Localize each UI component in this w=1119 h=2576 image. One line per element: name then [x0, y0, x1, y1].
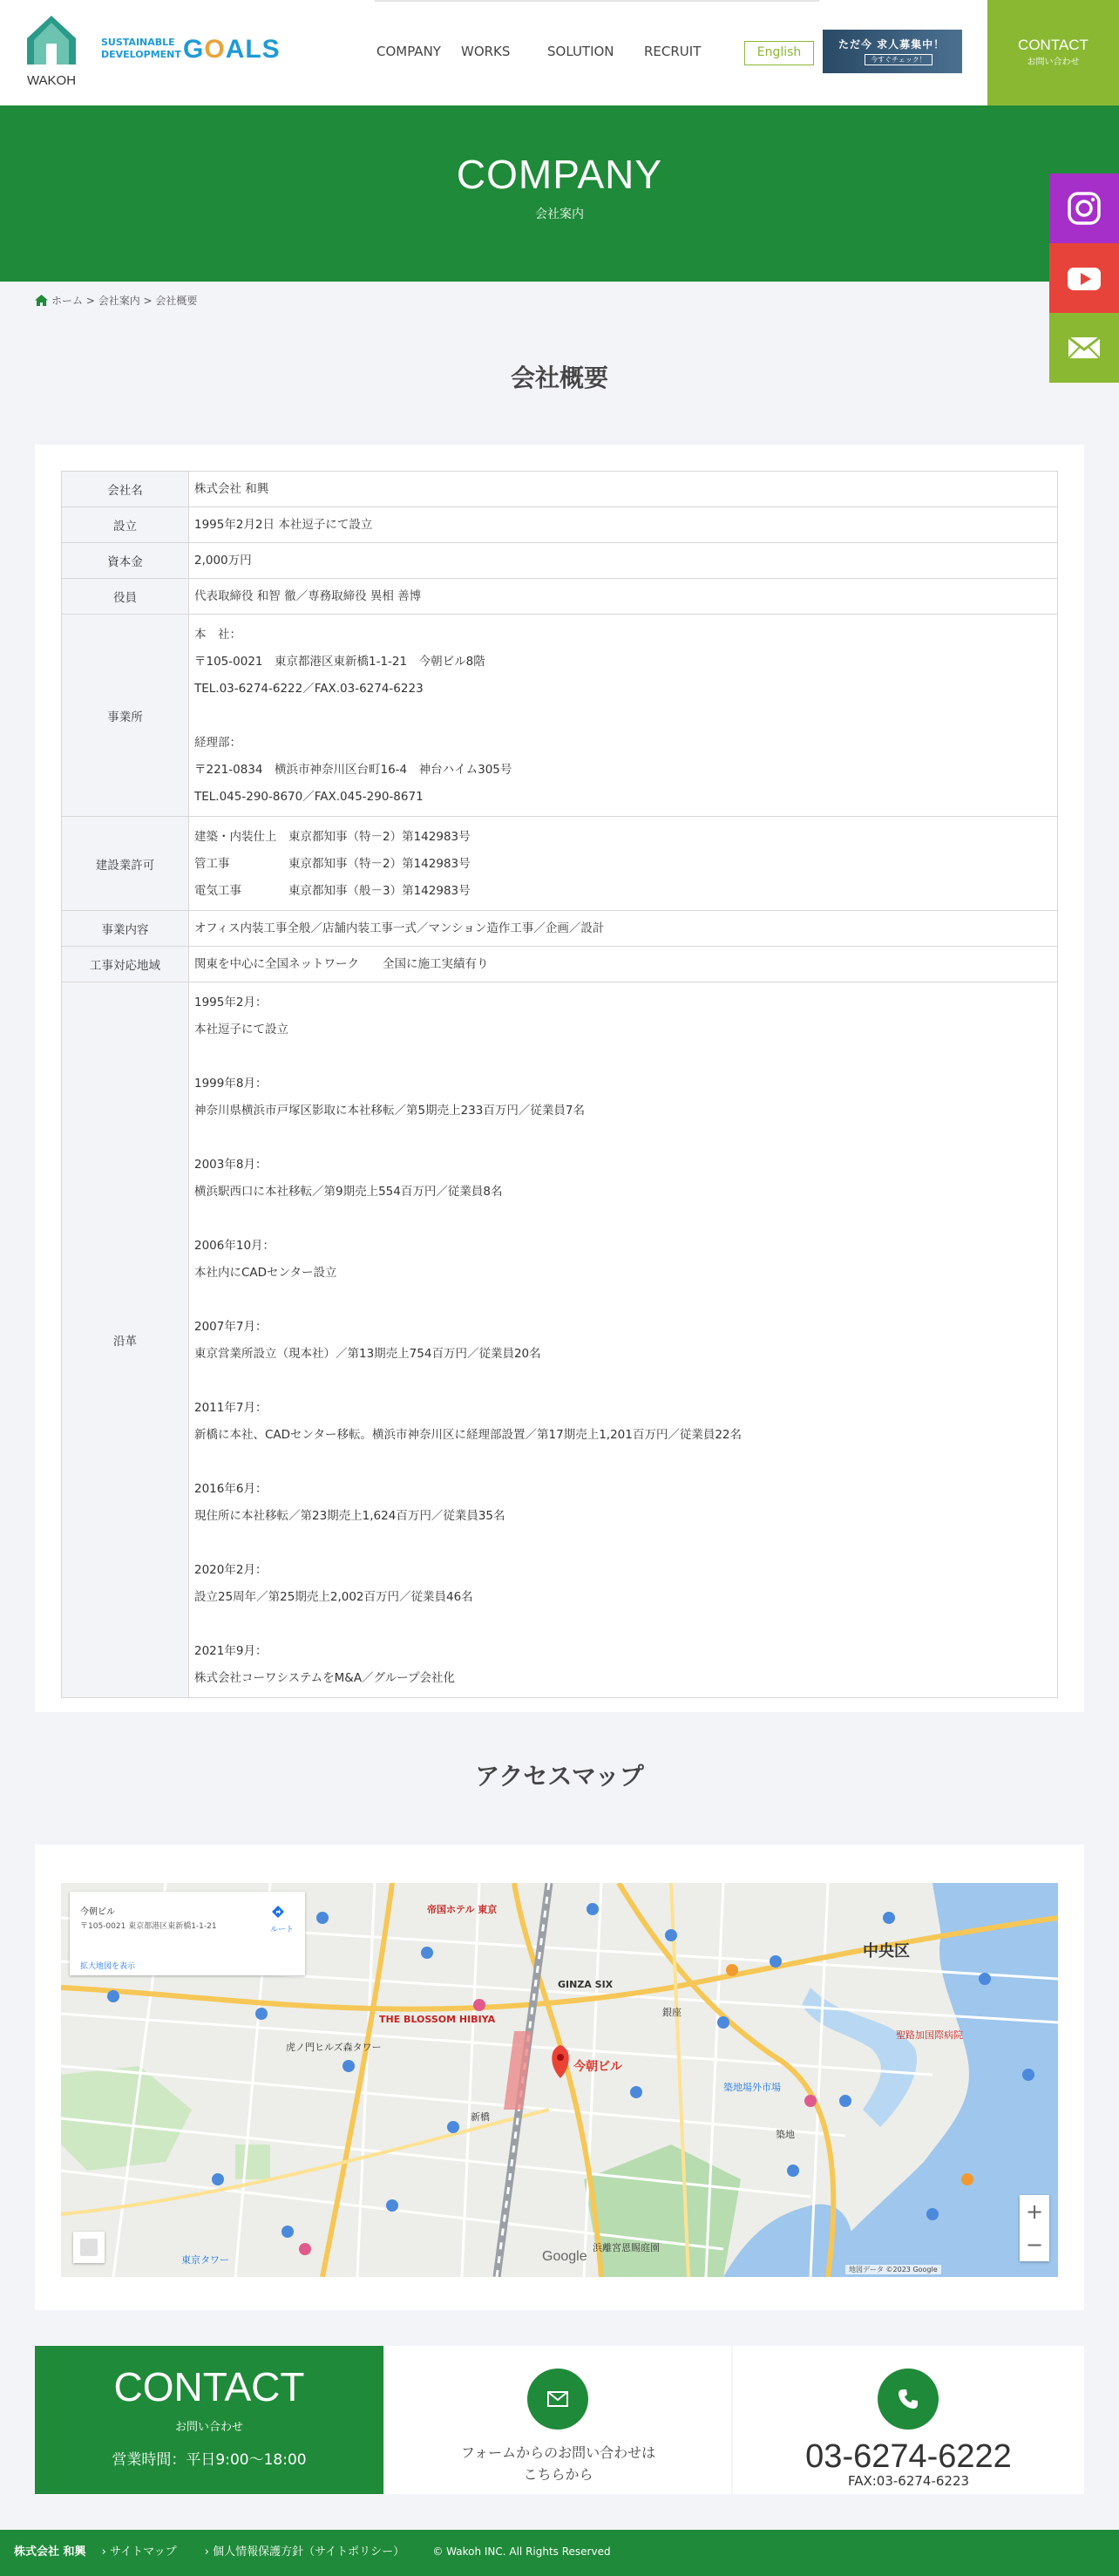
contact-info-box [35, 2346, 383, 2494]
company-table-value [189, 579, 1058, 615]
company-table-key: 設立 [62, 507, 189, 543]
table-spacer [194, 1043, 1052, 1071]
map-label-blossom: THE BLOSSOM HIBIYA [379, 2014, 496, 2025]
form-text-line2: こちらから [523, 2466, 593, 2483]
company-table-key: 工事対応地域 [62, 947, 189, 982]
footer-company-name: 株式会社 和興 [14, 2545, 86, 2559]
table-value-line: 株式会社 和興 [194, 482, 269, 496]
company-table-row [62, 615, 1058, 817]
footer-link-privacy[interactable]: › 個人情報保護方針（サイトポリシー） [204, 2545, 405, 2559]
company-table-key: 沿革 [62, 982, 189, 1698]
company-table [61, 471, 1058, 1698]
table-spacer [194, 1287, 1052, 1314]
table-value-line: 電気工事 東京都知事（般－3）第142983号 [194, 884, 471, 898]
sdg-line-2: DEVELOPMENT [101, 49, 181, 60]
company-table-row [62, 507, 1058, 543]
table-value-line: 2016年6月： [194, 1482, 268, 1496]
company-table-row [62, 817, 1058, 911]
map-label-chuo: 中央区 [863, 1942, 910, 1961]
google-logo: Google [542, 2249, 587, 2264]
footer-link-sitemap[interactable]: › サイトマップ [101, 2545, 177, 2559]
table-value-line: 2020年2月： [194, 1563, 268, 1577]
contact-phone-box [733, 2346, 1084, 2494]
recruit-banner[interactable] [823, 30, 962, 73]
google-map[interactable] [61, 1883, 1058, 2277]
table-value-line: 本社内にCADセンター設立 [194, 1266, 337, 1280]
site-header [0, 0, 1119, 105]
table-spacer [194, 703, 1052, 730]
company-table-row [62, 543, 1058, 579]
breadcrumb-current: 会社概要 [155, 295, 198, 307]
company-table-row [62, 982, 1058, 1698]
map-label-tokyo-tower: 東京タワー [181, 2254, 229, 2266]
table-value-line: 2006年10月： [194, 1239, 275, 1253]
envelope-icon [546, 2388, 569, 2410]
table-value-line: 1995年2月： [194, 996, 268, 1009]
nav-works[interactable]: WORKS [461, 44, 511, 59]
map-zoom-control [1020, 2195, 1049, 2261]
table-value-line: 新橋に本社、CADセンター移転。横浜市神奈川区に経理部設置／第17期売上1,201百万円／従業員22名 [194, 1428, 743, 1442]
access-section-title: アクセスマップ [475, 1762, 644, 1791]
table-value-line: TEL.045-290-8670／FAX.045-290-8671 [194, 790, 424, 804]
table-spacer [194, 1125, 1052, 1152]
map-label-imperial-hotel: 帝国ホテル 東京 [427, 1904, 498, 1915]
recruit-banner-text: ただ今 求人募集中！ [838, 38, 946, 51]
directions-icon[interactable] [272, 1906, 284, 1918]
map-label-ginza: 銀座 [662, 2007, 682, 2018]
wakoh-logo[interactable] [23, 14, 80, 91]
company-table-row [62, 911, 1058, 947]
logo-word: WAKOH [26, 73, 77, 88]
sdg-g: G [183, 35, 205, 64]
company-table-value [189, 543, 1058, 579]
phone-icon-circle [878, 2369, 939, 2430]
table-spacer [194, 1449, 1052, 1476]
table-value-line: 設立25周年／第25期売上2,002百万円／従業員46名 [194, 1590, 473, 1604]
english-button[interactable]: English [744, 41, 814, 65]
map-label-st-luke: 聖路加国際病院 [896, 2029, 963, 2041]
company-table-value [189, 947, 1058, 982]
table-value-line: 関東を中心に全国ネットワーク 全国に施工実績有り [194, 957, 489, 971]
company-section-title: 会社概要 [510, 364, 608, 392]
site-footer [0, 2530, 1119, 2576]
table-value-line: 2007年7月： [194, 1320, 268, 1334]
table-value-line: 1995年2月2日 本社逗子にて設立 [194, 518, 373, 532]
company-table-key: 事業内容 [62, 911, 189, 947]
sdg-als: ALS [225, 35, 281, 64]
company-table-value [189, 615, 1058, 817]
header-contact-label: CONTACT [1018, 37, 1088, 53]
table-value-line: 〒105-0021 東京都港区東新橋1-1-21 今朝ビル8階 [194, 655, 485, 669]
company-table-value [189, 911, 1058, 947]
map-label-tsukiji-station: 築地 [776, 2129, 795, 2140]
map-label-shimbashi: 新橋 [471, 2111, 490, 2123]
company-table-row [62, 947, 1058, 982]
company-table-key: 役員 [62, 579, 189, 615]
company-table-value [189, 472, 1058, 507]
table-value-line: 神奈川県横浜市戸塚区影取に本社移転／第5期売上233百万円／従業員7名 [194, 1104, 585, 1118]
instagram-button[interactable] [1049, 173, 1119, 243]
phone-number[interactable]: 03-6274-6222 [805, 2438, 1012, 2475]
sdg-o: O [204, 35, 226, 64]
nav-company[interactable]: COMPANY [376, 44, 441, 59]
company-table-key: 会社名 [62, 472, 189, 507]
table-value-line: 現住所に本社移転／第23期売上1,624百万円／従業員35名 [194, 1509, 505, 1523]
map-label-toranomon: 虎ノ門ヒルズ森タワー [286, 2042, 382, 2053]
table-value-line: 2003年8月： [194, 1158, 268, 1172]
map-label-hamarikyu: 浜離宮恩賜庭園 [593, 2242, 660, 2253]
nav-solution[interactable]: SOLUTION [547, 44, 614, 59]
zoom-out-button[interactable]: − [1025, 2233, 1044, 2257]
form-icon-circle [527, 2369, 588, 2430]
company-table-value [189, 982, 1058, 1698]
breadcrumb-company[interactable]: 会社案内 [98, 295, 140, 307]
table-spacer [194, 1368, 1052, 1395]
pegman-icon [80, 2239, 98, 2256]
youtube-button[interactable] [1049, 243, 1119, 313]
breadcrumb: ホーム > 会社案内 > 会社概要 [35, 293, 197, 308]
sdg-line-1: SUSTAINABLE [101, 37, 175, 48]
home-icon[interactable] [35, 295, 48, 306]
map-card-address: 〒105-0021 東京都港区東新橋1-1-21 [80, 1922, 217, 1931]
map-info-card [70, 1892, 305, 1975]
table-value-line: 〒221-0834 横浜市神奈川区台町16-4 神台ハイム305号 [194, 763, 512, 777]
company-table-row [62, 579, 1058, 615]
contact-form-link[interactable] [385, 2346, 731, 2494]
table-value-line: 2021年9月： [194, 1644, 268, 1658]
youtube-icon [1067, 261, 1102, 296]
company-table-value [189, 507, 1058, 543]
table-value-line: 建築・内装仕上 東京都知事（特－2）第142983号 [194, 830, 471, 844]
map-attribution: 地図データ ©2023 Google [845, 2265, 941, 2274]
fax-number: FAX:03-6274-6223 [847, 2473, 970, 2489]
footer-copyright: © Wakoh INC. All Rights Reserved [432, 2545, 611, 2558]
street-view-pegman[interactable] [73, 2232, 105, 2263]
table-value-line: 本 社： [194, 628, 241, 642]
business-hours: 営業時間：平日9:00〜18:00 [112, 2451, 307, 2469]
header-contact-sub: お問い合わせ [1027, 58, 1080, 67]
map-label-ginza-six: GINZA SIX [558, 1979, 614, 1990]
table-value-line: 東京営業所設立（現本社）／第13期売上754百万円／従業員20名 [194, 1347, 541, 1361]
table-value-line: 経理部： [194, 736, 241, 750]
map-card-title: 今朝ビル [80, 1907, 115, 1917]
recruit-banner-sub: 今すぐチェック！ [865, 54, 932, 65]
header-divider [375, 0, 819, 2]
phone-icon [897, 2388, 919, 2410]
form-text-line1: フォームからのお問い合わせは [460, 2444, 656, 2461]
table-value-line: 2011年7月： [194, 1401, 268, 1415]
map-pin-label[interactable]: 今朝ビル [573, 2060, 622, 2074]
zoom-in-button[interactable]: + [1025, 2199, 1044, 2224]
map-label-tsukiji-market: 築地場外市場 [723, 2082, 781, 2093]
table-value-line: 1999年8月： [194, 1077, 268, 1091]
page-subtitle: 会社案内 [535, 207, 584, 221]
company-table-value [189, 817, 1058, 911]
header-contact-button[interactable] [987, 0, 1119, 105]
map-larger-link[interactable]: 拡大地図を表示 [80, 1962, 136, 1971]
table-value-line: 代表取締役 和智 徹／専務取締役 異相 善博 [194, 589, 422, 603]
table-spacer [194, 1206, 1052, 1233]
nav-recruit[interactable]: RECRUIT [644, 44, 702, 59]
table-spacer [194, 1611, 1052, 1638]
table-value-line: TEL.03-6274-6222／FAX.03-6274-6223 [194, 682, 424, 696]
table-value-line: 本社逗子にて設立 [194, 1023, 288, 1037]
table-spacer [194, 1530, 1052, 1557]
company-table-key: 資本金 [62, 543, 189, 579]
company-table-row [62, 472, 1058, 507]
table-value-line: 株式会社コーワシステムをM&A／グループ会社化 [194, 1671, 455, 1685]
company-table-key: 建設業許可 [62, 817, 189, 911]
logo-house-icon [25, 14, 78, 66]
instagram-icon [1067, 191, 1102, 226]
directions-label[interactable]: ルート [270, 1926, 295, 1934]
page-hero [0, 105, 1119, 282]
contact-subtitle: お問い合わせ [174, 2421, 243, 2434]
table-value-line: 横浜駅西口に本社移転／第9期売上554百万円／従業員8名 [194, 1185, 503, 1199]
company-table-key: 事業所 [62, 615, 189, 817]
table-value-line: オフィス内装工事全般／店舗内装工事一式／マンション造作工事／企画／設計 [194, 921, 605, 935]
contact-title: CONTACT [113, 2364, 305, 2409]
page-title: COMPANY [456, 152, 663, 197]
table-value-line: 2,000万円 [194, 554, 252, 568]
table-value-line: 管工事 東京都知事（特－2）第142983号 [194, 857, 471, 871]
breadcrumb-home[interactable]: ホーム [51, 295, 84, 307]
